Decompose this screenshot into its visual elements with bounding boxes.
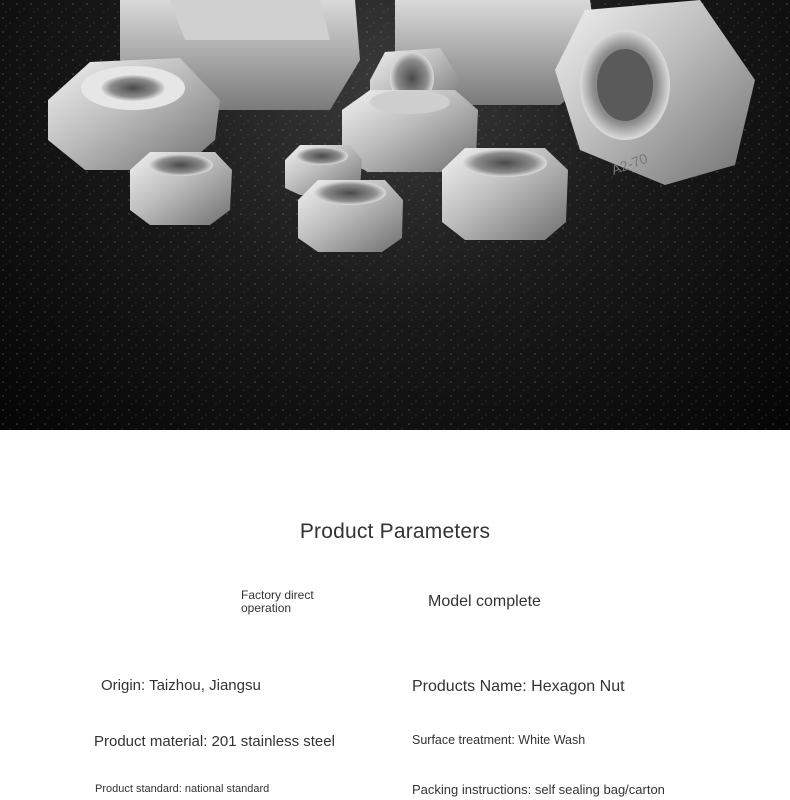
- feature-factory-direct: Factory direct operation: [241, 588, 314, 615]
- param-material: Product material: 201 stainless steel: [94, 733, 335, 750]
- param-surface-treatment: Surface treatment: White Wash: [412, 733, 586, 747]
- param-origin: Origin: Taizhou, Jiangsu: [101, 677, 261, 694]
- param-product-standard: Product standard: national standard: [95, 783, 270, 795]
- param-packing: Packing instructions: self sealing bag/carton: [412, 782, 665, 797]
- nut-marking-label: A2-70: [609, 149, 650, 178]
- nut-front-right: [442, 148, 568, 240]
- feature-model-complete: Model complete: [428, 593, 541, 610]
- nut-small-left: [130, 152, 232, 225]
- nut-front-center: [298, 180, 403, 252]
- section-title: Product Parameters: [299, 520, 491, 543]
- param-product-name: Products Name: Hexagon Nut: [412, 678, 625, 695]
